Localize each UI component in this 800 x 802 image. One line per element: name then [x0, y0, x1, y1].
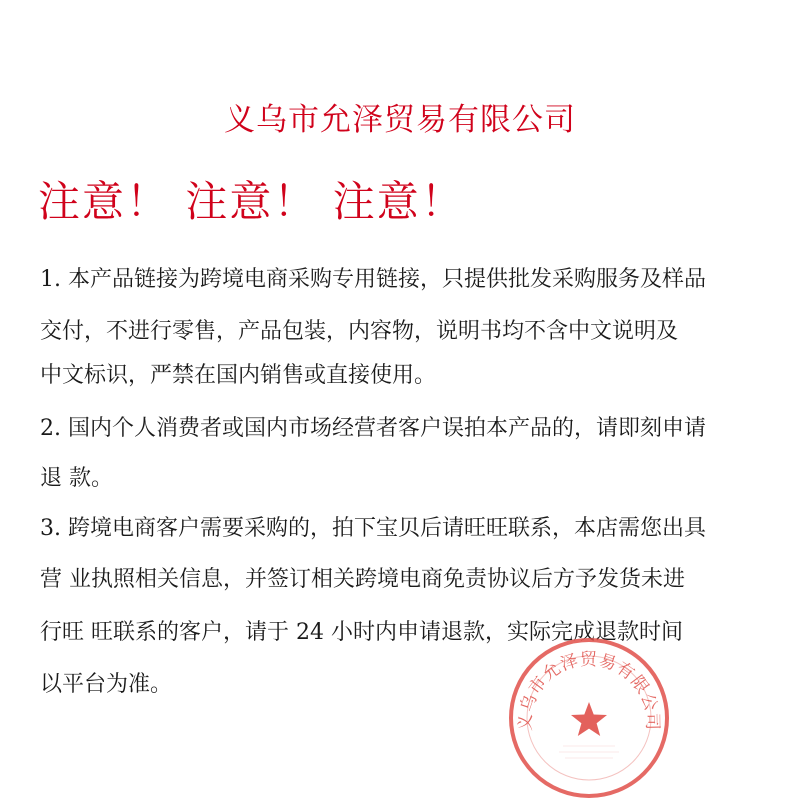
notice-line-6: 3. 跨境电商客户需要采购的，拍下宝贝后请旺旺联系，本店需您出具 [40, 516, 706, 541]
company-name: 义乌市允泽贸易有限公司 [224, 102, 576, 138]
notice-line-3: 中文标识，严禁在国内销售或直接使用。 [40, 363, 437, 388]
notice-line-2: 交付，不进行零售，产品包装，内容物，说明书均不含中文说明及 [40, 319, 679, 344]
notice-line-7: 营 业执照相关信息，并签订相关跨境电商免责协议后方予发货未进 [40, 567, 685, 592]
seal-text: 义乌市允泽贸易有限公司 [515, 649, 663, 732]
seal-star-icon [571, 702, 607, 736]
company-seal [505, 634, 673, 802]
seal-texture [559, 746, 619, 758]
notice-line-8: 行旺 旺联系的客户，请于 24 小时内申请退款，实际完成退款时间 [40, 620, 683, 645]
notice-line-1: 1. 本产品链接为跨境电商采购专用链接，只提供批发采购服务及样品 [40, 267, 706, 292]
notice-line-4: 2. 国内个人消费者或国内市场经营者客户误拍本产品的，请即刻申请 [40, 416, 706, 441]
warning-title: 注意！ 注意！ 注意！ [38, 177, 465, 226]
notice-line-5: 退 款。 [40, 466, 113, 491]
notice-line-9: 以平台为准。 [40, 672, 173, 697]
